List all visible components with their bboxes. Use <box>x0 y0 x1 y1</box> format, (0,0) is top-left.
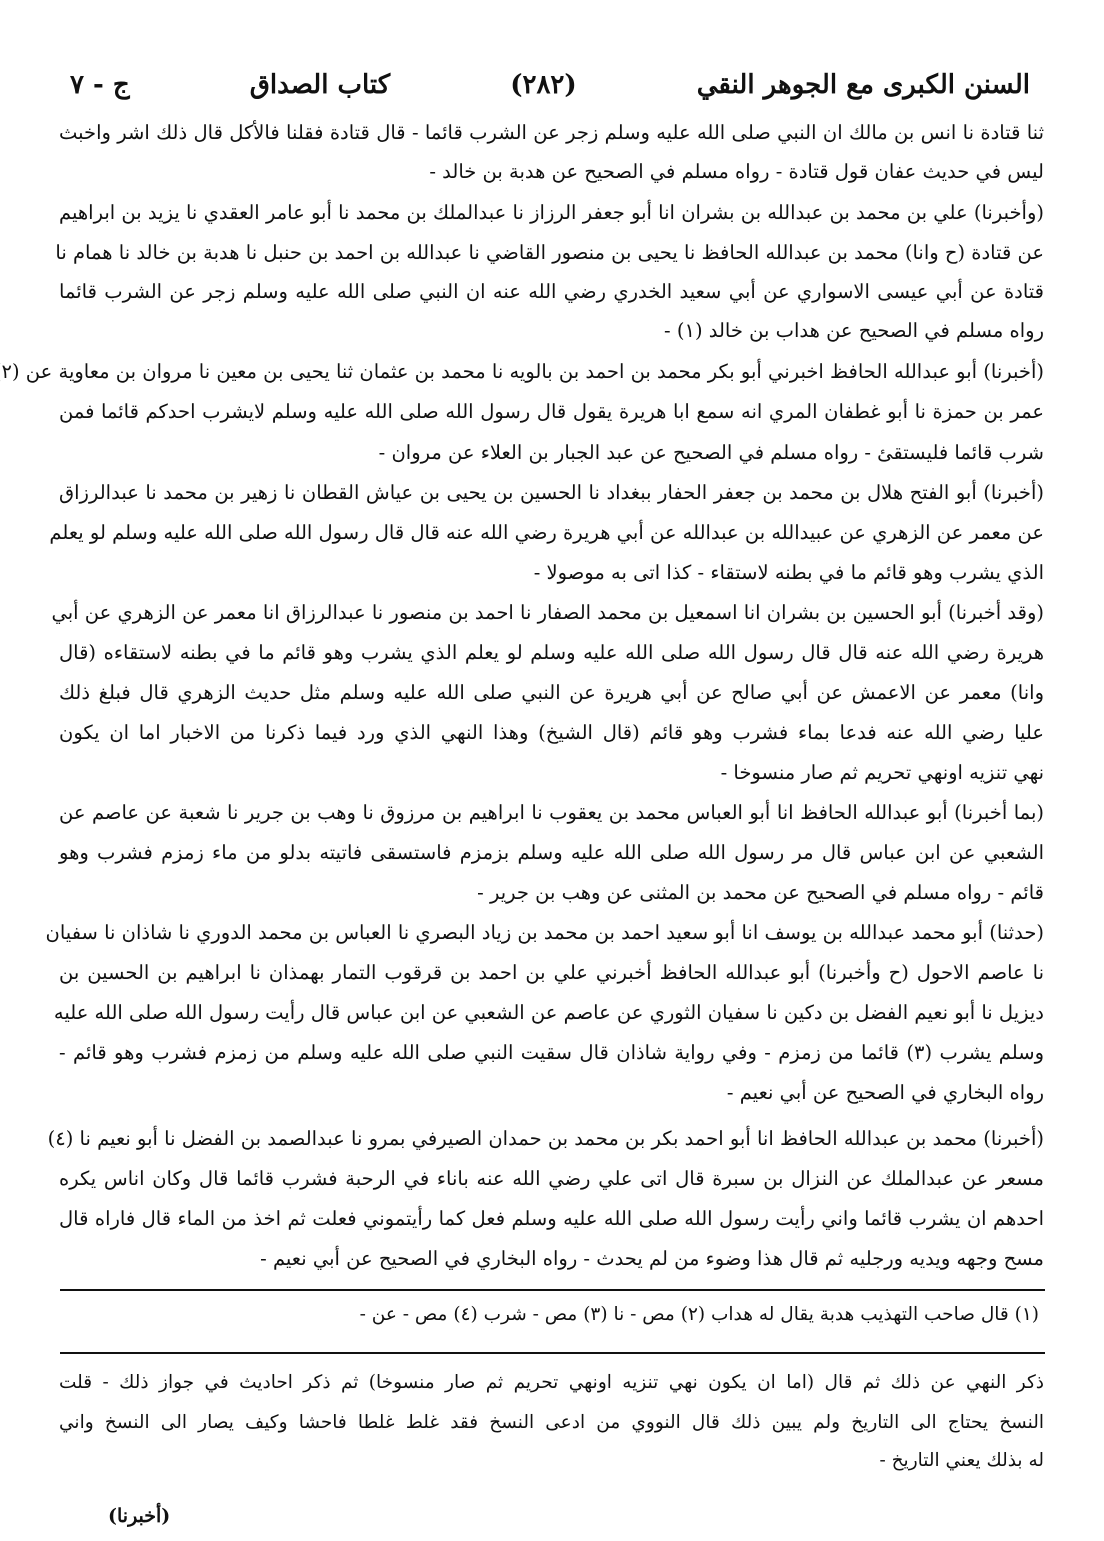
text-line: عمر بن حمزة نا أبو غطفان المري انه سمع ابا هريرة يقول قال رسول الله صلى الله عليه وسلم لايشرب احدكم قائما فمن <box>59 400 1044 423</box>
note-line: النسخ يحتاج الى التاريخ ولم يبين ذلك قال النووي من ادعى النسخ فقد غلط غلطا فاحشا وكيف يصار الى النسخ واني <box>59 1412 1044 1433</box>
text-line: قائم - رواه مسلم في الصحيح عن محمد بن المثنى عن وهب بن جرير - <box>477 881 1044 904</box>
page-number: (٢٨٢) <box>510 70 577 100</box>
text-line: (حدثنا) أبو محمد عبدالله بن يوسف انا أبو سعيد احمد بن محمد بن زياد البصري نا العباس بن محمد الدوري نا شاذان نا سفيان <box>45 921 1044 944</box>
page-header <box>70 62 1030 108</box>
text-line: ثنا قتادة نا انس بن مالك ان النبي صلى الله عليه وسلم زجر عن الشرب قائما - قال قتادة فقلنا فالأكل قال ذلك اشر واخبث <box>59 121 1044 144</box>
note-line: ذكر النهي عن ذلك ثم قال (اما ان يكون نهي تنزيه اونهي تحريم ثم صار منسوخا) ثم ذكر احاديث في جواز ذلك - قلت <box>59 1372 1044 1393</box>
text-line: الذي يشرب وهو قائم ما في بطنه لاستقاء - كذا اتى به موصولا - <box>533 561 1044 584</box>
text-line: عن قتادة (ح وانا) محمد بن عبدالله الحافظ نا يحيى بن منصور القاضي نا عبدالله بن احمد بن حنبل نا هدبة بن خالد نا همام نا <box>55 241 1044 264</box>
margin-notes-divider <box>60 1352 1045 1354</box>
text-line: هريرة رضي الله عنه قال قال رسول الله صلى الله عليه وسلم لو يعلم الذي يشرب وهو قائم ما في بطنه لاستقاءه (قال <box>59 641 1044 664</box>
text-line: نهي تنزيه اونهي تحريم ثم صار منسوخا - <box>720 761 1044 784</box>
note-line: له بذلك يعني التاريخ - <box>879 1450 1044 1471</box>
text-line: (بما أخبرنا) أبو عبدالله الحافظ انا أبو العباس محمد بن يعقوب نا ابراهيم بن مرزوق نا وهب بن جرير نا شعبة عن عاصم عن <box>59 801 1044 824</box>
text-line: ليس في حديث عفان قول قتادة - رواه مسلم في الصحيح عن هدبة بن خالد - <box>429 160 1044 183</box>
text-line: (أخبرنا) أبو عبدالله الحافظ اخبرني أبو بكر محمد بن احمد بن بالويه نا محمد بن عثمان ثنا يحيى بن معين نا مروان بن معاوية عن (٢ <box>1 360 1044 383</box>
text-line: عن معمر عن الزهري عن عبيدالله بن عبدالله عن أبي هريرة رضي الله عنه قال قال رسول الله صلى الله عليه وسلم لو يعلم <box>49 521 1044 544</box>
text-line: وانا) معمر عن الاعمش عن أبي صالح عن أبي هريرة عن النبي صلى الله عليه وسلم مثل حديث الزهري قال فبلغ ذلك <box>59 681 1044 704</box>
footnote-divider <box>60 1289 1045 1291</box>
volume-label: ج - ٧ <box>70 70 130 100</box>
catchword: (أخبرنا) <box>108 1505 171 1527</box>
text-line: (أخبرنا) محمد بن عبدالله الحافظ انا أبو احمد بكر بن محمد بن حمدان الصيرفي بمرو نا عبدالصمد بن الفضل نا أبو نعيم نا (٤) <box>47 1127 1044 1150</box>
footnotes: (١) قال صاحب التهذيب هدبة يقال له هداب (٢) مص - نا (٣) مص - شرب (٤) مص - عن - <box>359 1304 1039 1325</box>
chapter-title: كتاب الصداق <box>249 70 391 100</box>
text-line: احدهم ان يشرب قائما واني رأيت رسول الله صلى الله عليه وسلم فعل كما رأيتموني فعلت ثم اخذ من الماء قال فاراه قال <box>59 1207 1044 1230</box>
text-line: قتادة عن أبي عيسى الاسواري عن أبي سعيد الخدري رضي الله عنه ان النبي صلى الله عليه وسلم زجر عن الشرب قائما <box>59 280 1044 303</box>
book-title: السنن الكبرى مع الجوهر النقي <box>696 70 1030 100</box>
text-line: مسعر عن عبدالملك عن النزال بن سبرة قال اتى علي رضي الله عنه باناء في الرحبة فشرب قائما قال وكان اناس يكره <box>59 1167 1044 1190</box>
text-line: رواه مسلم في الصحيح عن هداب بن خالد (١) - <box>664 319 1044 342</box>
text-line: (وقد أخبرنا) أبو الحسين بن بشران انا اسمعيل بن محمد الصفار نا احمد بن منصور نا عبدالرزاق انا معمر عن الزهري عن أبي <box>51 601 1044 624</box>
text-line: الشعبي عن ابن عباس قال مر رسول الله صلى الله عليه وسلم بزمزم فاستسقى فاتيته بدلو من ماء زمزم فشرب وهو <box>59 841 1044 864</box>
text-line: مسح وجهه ويديه ورجليه ثم قال هذا وضوء من لم يحدث - رواه البخاري في الصحيح عن أبي نعيم - <box>260 1247 1044 1270</box>
text-line: عليا رضي الله عنه فدعا بماء فشرب وهو قائم (قال الشيخ) وهذا النهي الذي ورد فيما ذكرنا من الاخبار اما ان يكون <box>59 721 1044 744</box>
text-line: ديزيل نا أبو نعيم الفضل بن دكين نا سفيان الثوري عن عاصم عن الشعبي عن ابن عباس قال رأيت رسول الله صلى الله عليه <box>53 1001 1044 1024</box>
text-line: رواه البخاري في الصحيح عن أبي نعيم - <box>726 1081 1044 1104</box>
text-line: نا عاصم الاحول (ح وأخبرنا) أبو عبدالله الحافظ أخبرني علي بن احمد بن قرقوب التمار بهمذان نا ابراهيم بن الحسين بن <box>59 961 1044 984</box>
text-line: وسلم يشرب (٣) قائما من زمزم - وفي رواية شاذان قال سقيت النبي صلى الله عليه وسلم من زمزم فشرب وهو قائم - <box>59 1041 1044 1064</box>
text-line: (وأخبرنا) علي بن محمد بن عبدالله بن بشران انا أبو جعفر الرزاز نا عبدالملك بن محمد نا أبو عامر العقدي نا يزيد بن ابراهيم <box>59 201 1044 224</box>
text-line: (أخبرنا) أبو الفتح هلال بن محمد بن جعفر الحفار ببغداد نا الحسين بن يحيى بن عياش القطان نا زهير بن محمد نا عبدالرزاق <box>59 481 1044 504</box>
text-line: شرب قائما فليستقئ - رواه مسلم في الصحيح عن عبد الجبار بن العلاء عن مروان - <box>378 441 1044 464</box>
